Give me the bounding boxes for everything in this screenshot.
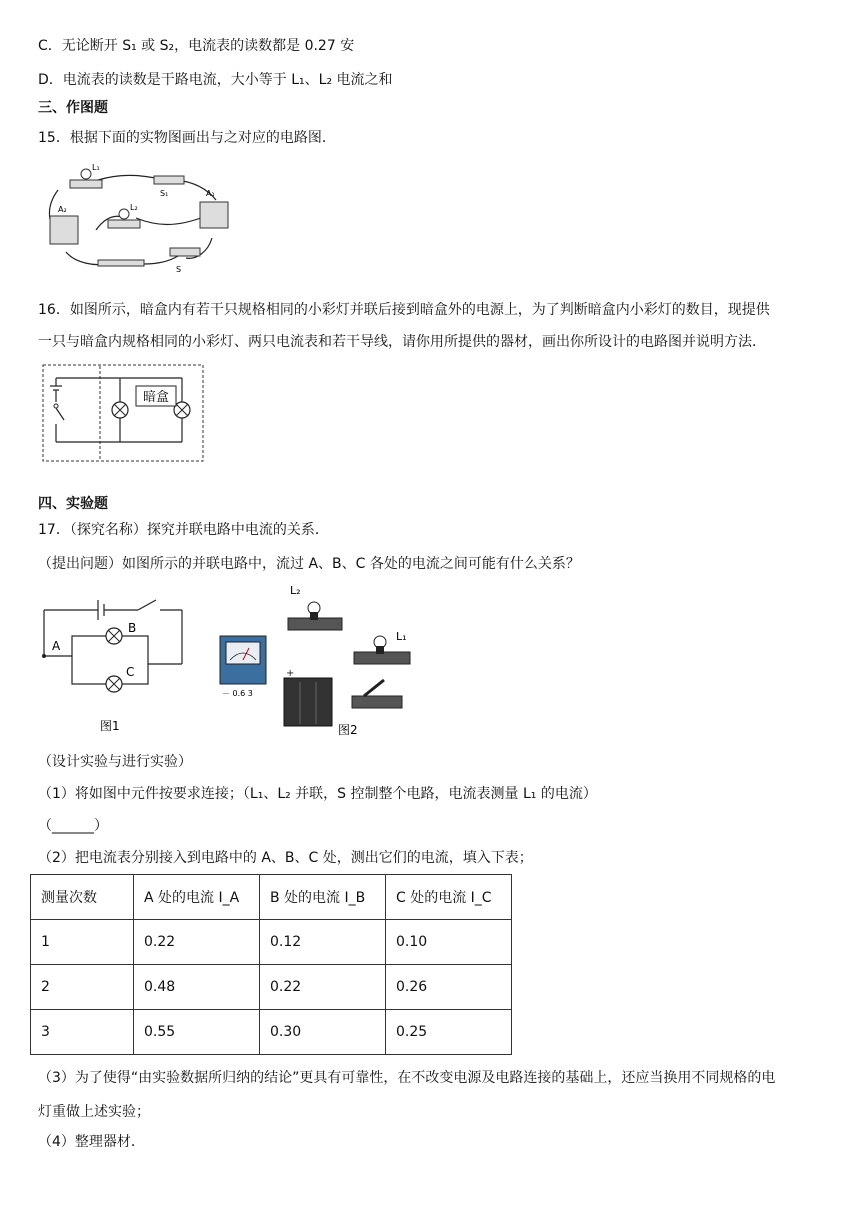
fig15-label-s: S <box>176 265 182 274</box>
table-header-row <box>31 875 512 920</box>
fig17-2-meter-scale: － 0.6 3 <box>222 689 253 698</box>
question-16-line-2: 一只与暗盒内规格相同的小彩灯、两只电流表和若干导线，请你用所提供的器材，画出你所设计的电路图并说明方法． <box>38 334 766 350</box>
fig17-1-label-a: A <box>52 639 61 653</box>
table-row <box>31 920 512 965</box>
table-cell: 2 <box>31 965 134 1010</box>
fig15-physical-circuit <box>36 156 236 276</box>
table-row <box>31 965 512 1010</box>
table-header-cell: 测量次数 <box>31 875 134 920</box>
section-3-heading: 三、作图题 <box>38 100 108 116</box>
fig17-2-caption: 图2 <box>338 723 358 737</box>
fig17-1-parallel-circuit <box>38 592 188 737</box>
table-cell: 0.30 <box>260 1010 386 1055</box>
step-1: （1）将如图中元件按要求连接；（L₁、L₂ 并联，S 控制整个电路，电流表测量 L₁ 的电流） <box>38 786 597 802</box>
step-3-line-2: 灯重做上述实验； <box>38 1104 150 1120</box>
table-cell: 0.22 <box>134 920 260 965</box>
svg-text:+: + <box>286 668 295 679</box>
table-cell: 3 <box>31 1010 134 1055</box>
table-cell: 0.26 <box>386 965 512 1010</box>
fig16-box-label: 暗盒 <box>142 390 170 405</box>
table-cell: 1 <box>31 920 134 965</box>
question-15: 15．根据下面的实物图画出与之对应的电路图． <box>38 130 336 146</box>
fig15-label-a1: A₁ <box>206 189 215 198</box>
question-16-line-1: 16．如图所示，暗盒内有若干只规格相同的小彩灯并联后接到暗盒外的电源上，为了判断暗盒内小彩灯的数目，现提供 <box>38 302 770 318</box>
fig17-2-components <box>214 580 414 740</box>
table-header-cell: A 处的电流 I_A <box>134 875 260 920</box>
question-17: 17．（探究名称）探究并联电路中电流的关系． <box>38 522 329 538</box>
fig17-2-label-l1: L₁ <box>396 630 407 643</box>
table-cell: 0.10 <box>386 920 512 965</box>
measurement-table <box>30 874 512 1055</box>
design-heading: （设计实验与进行实验） <box>38 754 192 770</box>
table-cell: 0.48 <box>134 965 260 1010</box>
fig17-1-label-b: B <box>128 621 137 635</box>
table-cell: 0.25 <box>386 1010 512 1055</box>
option-d: D．电流表的读数是干路电流，大小等于 L₁、L₂ 电流之和 <box>38 72 393 88</box>
table-cell: 0.22 <box>260 965 386 1010</box>
fig15-label-a2: A₂ <box>58 205 67 214</box>
fig15-label-s1: S₁ <box>160 189 169 198</box>
fig17-1-caption: 图1 <box>100 719 120 733</box>
step-4: （4）整理器材． <box>38 1134 145 1150</box>
fig17-1-label-c: C <box>126 665 135 679</box>
fig17-2-label-l2: L₂ <box>290 584 301 597</box>
table-header-cell: B 处的电流 I_B <box>260 875 386 920</box>
step-2: （2）把电流表分别接入到电路中的 A、B、C 处，测出它们的电流，填入下表； <box>38 850 533 866</box>
table-cell: 0.55 <box>134 1010 260 1055</box>
answer-blank: （______） <box>38 818 108 834</box>
option-c: C．无论断开 S₁ 或 S₂，电流表的读数都是 0.27 安 <box>38 38 355 54</box>
step-3-line-1: （3）为了使得“由实验数据所归纳的结论”更具有可靠性，在不改变电源及电路连接的基础上，还应当换用不同规格的电 <box>38 1070 776 1086</box>
question-17-ask: （提出问题）如图所示的并联电路中，流过 A、B、C 各处的电流之间可能有什么关系？ <box>38 556 580 572</box>
table-cell: 0.12 <box>260 920 386 965</box>
table-row <box>31 1010 512 1055</box>
fig15-label-l2: L₂ <box>130 203 138 212</box>
table-header-cell: C 处的电流 I_C <box>386 875 512 920</box>
fig16-dark-box-circuit <box>42 364 204 464</box>
fig15-label-l1: L₁ <box>92 163 100 172</box>
section-4-heading: 四、实验题 <box>38 496 108 512</box>
